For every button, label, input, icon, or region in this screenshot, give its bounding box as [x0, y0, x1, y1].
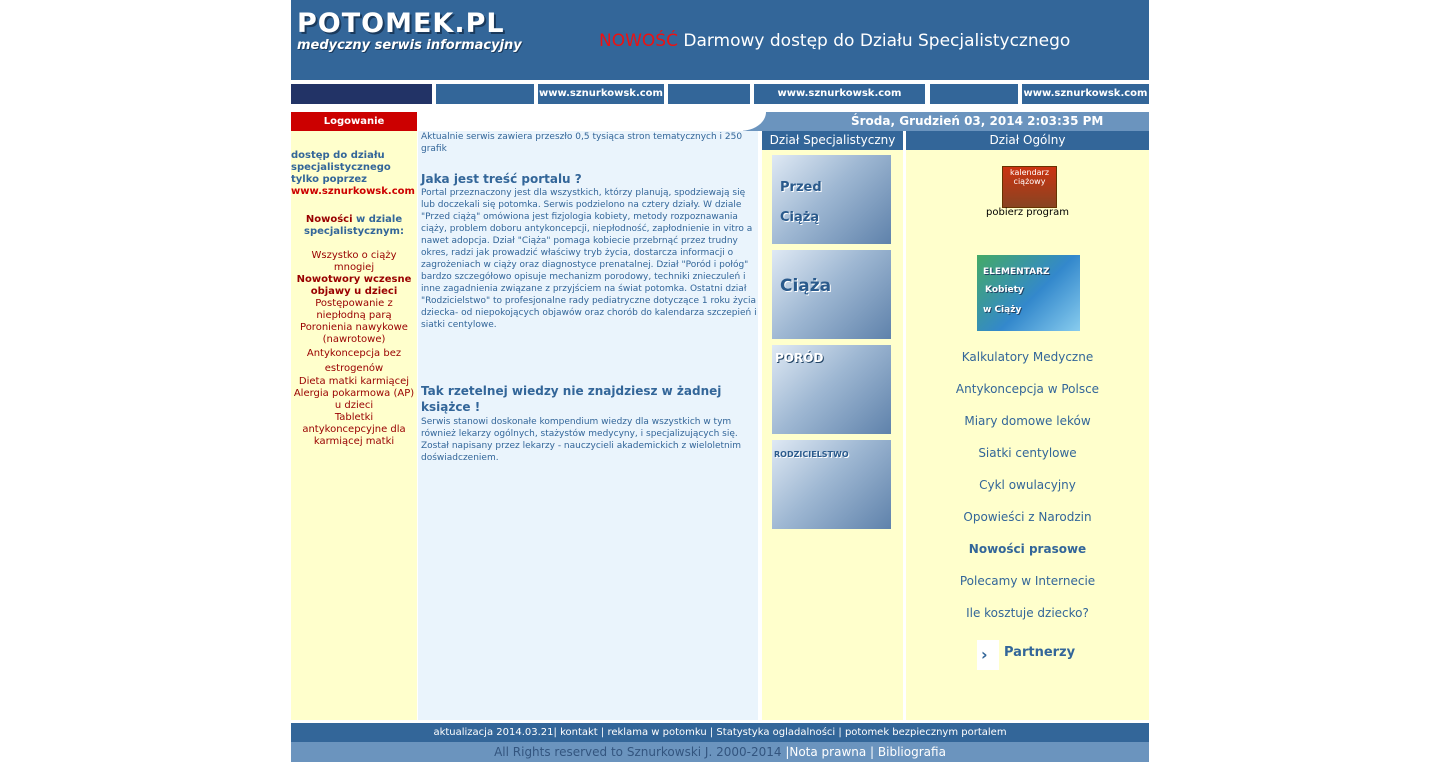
access-info	[291, 150, 417, 198]
specialist-heading[interactable]: Dział Specjalistyczny	[762, 131, 903, 150]
nav-link-sznurkowsk[interactable]: www.sznurkowsk.com	[754, 84, 925, 104]
general-link[interactable]: Cykl owulacyjny	[979, 478, 1076, 492]
news-link[interactable]: Alergia pokarmowa (AP) u dzieci	[293, 388, 415, 411]
general-link[interactable]: Opowieści z Narodzin	[963, 510, 1092, 524]
section-przed-ciaza[interactable]	[772, 155, 891, 244]
footer-link-update[interactable]: aktualizacja 2014.03.21	[433, 727, 554, 738]
section-rodzicielstwo[interactable]	[772, 440, 891, 529]
elementarz-banner[interactable]	[977, 255, 1080, 331]
partners-link[interactable]: Partnerzy	[1004, 645, 1076, 660]
access-line: tylko poprzez	[291, 174, 368, 185]
footer-link-stats[interactable]: Statystyka ogladalności	[716, 727, 836, 738]
download-program-link[interactable]: pobierz program	[986, 207, 1069, 218]
header-banner	[291, 0, 1149, 80]
news-section-heading	[291, 214, 417, 238]
general-heading[interactable]: Dział Ogólny	[906, 131, 1149, 150]
bibliography-link[interactable]: Bibliografia	[877, 745, 946, 759]
calendar-icon[interactable]	[1002, 166, 1057, 208]
access-line: specjalistycznego	[291, 162, 391, 173]
footer-links: aktualizacja 2014.03.21| kontakt | reklama w potomku | Statystyka ogladalności | potomek bezpiecznym portalem	[291, 723, 1149, 742]
nav-link-sznurkowsk[interactable]: www.sznurkowsk.com	[538, 84, 664, 104]
copyright-bar: All Rights reserved to Sznurkowski J. 2000-2014 |Nota prawna | Bibliografia	[291, 742, 1149, 762]
news-heading-rest: w dziale specjalistycznym:	[304, 214, 404, 237]
news-text: Darmowy dostęp do Działu Specjalistycznego	[683, 31, 1071, 51]
general-link[interactable]: Polecamy w Internecie	[959, 574, 1096, 588]
general-link[interactable]: Kalkulatory Medyczne	[961, 350, 1094, 364]
site-logo[interactable]: POTOMEK.PL	[297, 8, 505, 39]
chevron-right-icon[interactable]: ›	[977, 640, 999, 670]
news-heading-red: Nowości	[305, 214, 353, 225]
footer-link-safety[interactable]: potomek bezpiecznym portalem	[844, 727, 1007, 738]
general-link[interactable]: Siatki centylowe	[978, 446, 1077, 460]
content-heading: Jaka jest treść portalu ?	[421, 172, 582, 186]
news-banner[interactable]	[599, 31, 1070, 51]
calendar-icon-text: kalendarz ciążowy	[1009, 168, 1050, 186]
footer-link-contact[interactable]: kontakt	[560, 727, 598, 738]
news-link[interactable]: Poronienia nawykowe (nawrotowe)	[300, 322, 408, 345]
elementarz-line: Kobiety	[985, 285, 1024, 295]
site-logo-subtitle: medyczny serwis informacyjny	[297, 38, 522, 53]
content-heading: Tak rzetelnej wiedzy nie znajdziesz w żadnej książce !	[421, 384, 722, 414]
access-line: dostęp do działu	[291, 150, 385, 161]
nav-segment-blank	[930, 84, 1018, 104]
access-link[interactable]: www.sznurkowsk.com	[291, 186, 415, 197]
news-link[interactable]: Wszystko o ciąży mnogiej	[311, 250, 397, 273]
nav-segment-blank	[436, 84, 534, 104]
general-link[interactable]: Nowości prasowe	[968, 542, 1087, 556]
news-link[interactable]: Dieta matki karmiącej	[298, 376, 410, 387]
general-link[interactable]: Antykoncepcja w Polsce	[955, 382, 1100, 396]
news-link[interactable]: Postępowanie z niepłodną parą	[315, 298, 393, 321]
elementarz-line: ELEMENTARZ	[983, 267, 1050, 277]
section-ciaza[interactable]	[772, 250, 891, 339]
footer-link-ads[interactable]: reklama w potomku	[607, 727, 707, 738]
intro-text: Aktualnie serwis zawiera przeszło 0,5 tysiąca stron tematycznych i 250 grafik	[421, 132, 743, 154]
section-label: Przed Ciążą	[780, 180, 822, 225]
nav-segment-blank	[668, 84, 750, 104]
nav-segment-dark	[291, 84, 432, 104]
news-label: NOWOŚĆ	[599, 31, 678, 51]
content-paragraph: Serwis stanowi doskonałe kompendium wiedzy dla wszystkich w tym również lekarzy ogólnych, stażystów medycyny, i specjalizujących się. Został napisany przez lekarzy - nauczycieli akademickich z wieloletnim doświadczeniem.	[421, 417, 742, 463]
section-label: PORÓD	[775, 351, 824, 365]
general-link[interactable]: Miary domowe leków	[964, 414, 1091, 428]
current-date: Środa, Grudzień 03, 2014 2:03:35 PM	[851, 114, 1104, 128]
content-paragraph: Portal przeznaczony jest dla wszystkich, którzy planują, spodziewają się lub doczekali się potomka. Serwis podzielono na cztery działy. W dziale "Przed ciążą" omówiona jest fizjologia kobiety, metody rozpoznawania ciąży, problem doboru antykoncepcji, niepłodność, zapłodnienie in vitro a nawet adopcja. Dział "Ciąża" pomaga kobiecie przebrnąć przez trudny okres, radzi jak prowadzić właściwy tryb życia, dostarcza informacji o zagrożeniach w ciąży oraz diagnostyce prenatalnej. Dział "Poród i połóg" bardzo szczegółowo opisuje mechanizm porodowy, techniki znieczuleń i inne zagadnienia związane z przyjściem na świat potomka. Ostatni dział "Rodzicielstwo" to profesjonalne rady pediatryczne dotyczące 1 roku życia dziecka- od niepokojących objawów oraz chorób do kalendarza szczepień i siatki centylowe.	[421, 188, 757, 330]
login-button[interactable]: Logowanie	[291, 112, 417, 131]
news-link[interactable]: Tabletki antykoncepcyjne dla karmiącej matki	[302, 412, 406, 447]
copyright-text: All Rights reserved to Sznurkowski J. 2000-2014	[494, 745, 782, 759]
section-label: Ciąża	[780, 276, 832, 296]
legal-notice-link[interactable]: Nota prawna	[789, 745, 867, 759]
top-nav	[291, 84, 1149, 104]
section-label: RODZICIELSTWO	[774, 450, 849, 459]
general-link[interactable]: Ile kosztuje dziecko?	[966, 606, 1089, 620]
news-link[interactable]: Antykoncepcja bez estrogenów	[306, 348, 402, 374]
section-porod[interactable]	[772, 345, 891, 434]
news-link[interactable]: Nowotwory wczesne objawy u dzieci	[296, 274, 412, 297]
elementarz-line: w Ciąży	[983, 305, 1022, 315]
nav-link-sznurkowsk[interactable]: www.sznurkowsk.com	[1022, 84, 1149, 104]
news-links-list	[291, 250, 417, 448]
page	[291, 0, 1149, 762]
